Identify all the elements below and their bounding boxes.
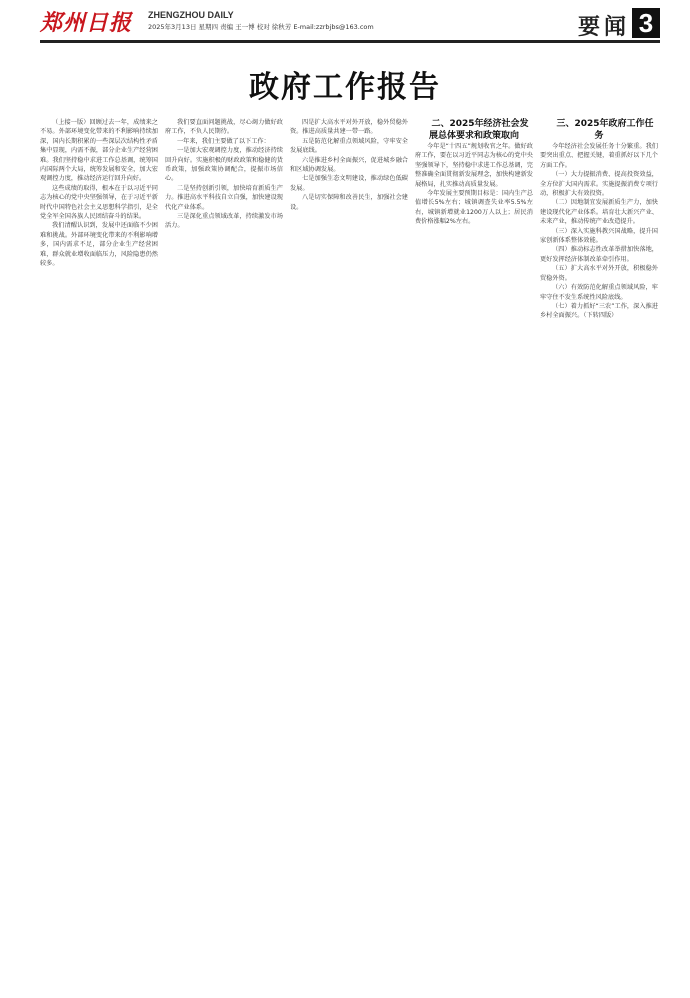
paragraph: 二是坚持创新引领，加快培育新质生产力。推进高水平科技自立自强，加快建设现代化产业体系。 [165, 184, 283, 211]
article-column [165, 118, 283, 980]
paragraph: 三是深化重点领域改革，持续激发市场活力。 [165, 213, 283, 230]
paragraph: 今年经济社会发展任务十分繁重。我们要突出重点、把握关键，着重抓好以下几个方面工作。 [540, 143, 658, 169]
paragraph: 我们要直面问题挑战，尽心竭力做好政府工作，不负人民期待。 [165, 119, 283, 136]
section-subheading: 三、2025年政府工作任务 [556, 119, 654, 141]
newspaper-english-name: ZHENGZHOU DAILY [148, 10, 234, 20]
page-number: 3 [632, 8, 660, 38]
header-rule [40, 40, 660, 43]
paragraph: 今年是“十四五”规划收官之年。做好政府工作，要在以习近平同志为核心的党中央坚强领导下，坚持稳中求进工作总基调，完整准确全面贯彻新发展理念，加快构建新发展格局，扎实推动高质量发展。 [415, 143, 533, 188]
masthead [0, 0, 690, 60]
paragraph: 四是扩大高水平对外开放，稳外贸稳外资。推进高质量共建一带一路。 [290, 119, 408, 136]
paragraph: （五）扩大高水平对外开放，积极稳外贸稳外资。 [540, 265, 658, 282]
paragraph: 这些成绩的取得，根本在于以习近平同志为核心的党中央坚强领导，在于习近平新时代中国特色社会主义思想科学指引，是全党全军全国各族人民团结奋斗的结果。 [40, 184, 158, 221]
paragraph: （四）推动标志性改革举措加快落地，更好发挥经济体制改革牵引作用。 [540, 246, 658, 263]
section-subheading: 二、2025年经济社会发展总体要求和政策取向 [428, 119, 529, 141]
article-title: 政府工作报告 [249, 70, 441, 105]
paragraph: 七是加强生态文明建设，推动绿色低碳发展。 [290, 175, 408, 192]
paragraph: （六）有效防范化解重点领域风险，牢牢守住不发生系统性风险底线。 [540, 284, 658, 301]
paragraph: 五是防范化解重点领域风险，守牢安全发展底线。 [290, 137, 408, 155]
paragraph: 六是推进乡村全面振兴，促进城乡融合和区域协调发展。 [290, 156, 408, 174]
issue-info: 2025年3月13日 星期四 责编 王一博 校对 徐秋芳 E-mail:zzrbjbs@163.com [148, 23, 374, 31]
article-body [40, 118, 660, 980]
newspaper-logo: 郑州日报 [40, 10, 133, 36]
article-column [290, 118, 408, 980]
paragraph: （三）深入实施科教兴国战略，提升国家创新体系整体效能。 [540, 227, 658, 245]
article-column [540, 118, 658, 980]
paragraph: 一年来，我们主要做了以下工作： [177, 137, 270, 145]
paragraph: 一是加大宏观调控力度，推动经济持续回升向好。实施积极的财政政策和稳健的货币政策，加强政策协调配合，提振市场信心。 [165, 147, 283, 183]
paragraph: 八是切实保障和改善民生，加强社会建设。 [290, 194, 408, 211]
paragraph: 我们清醒认识到，发展中还面临不少困难和挑战。外部环境变化带来的不利影响增多，国内需求不足，部分企业生产经营困难，群众就业增收面临压力，风险隐患仍然较多。 [40, 222, 158, 268]
paragraph: （七）着力抓好“三农”工作，深入推进乡村全面振兴。（下转四版） [540, 302, 658, 320]
article-column [415, 118, 533, 980]
paragraph: （一）大力提振消费、提高投资效益，全方位扩大国内需求。实施提振消费专项行动，积极扩大有效投资。 [540, 171, 658, 198]
paragraph: （上接一版）回顾过去一年，成绩来之不易。外部环境变化带来的不利影响持续加深，国内长期积累的一些深层次结构性矛盾集中显现，内需不振，部分企业生产经营困难。我们坚持稳中求进工作总基调，统筹国内国际两个大局，统筹发展和安全，加大宏观调控力度，推动经济运行回升向好。 [40, 119, 158, 183]
paragraph: 今年发展主要预期目标是：国内生产总值增长5%左右；城镇调查失业率5.5%左右，城镇新增就业1200万人以上；居民消费价格涨幅2%左右。 [415, 190, 533, 226]
paragraph: （二）因地制宜发展新质生产力，加快建设现代化产业体系。培育壮大新兴产业、未来产业，推动传统产业改造提升。 [540, 199, 658, 226]
article-column [40, 118, 158, 980]
section-title: 要闻 [578, 15, 631, 40]
